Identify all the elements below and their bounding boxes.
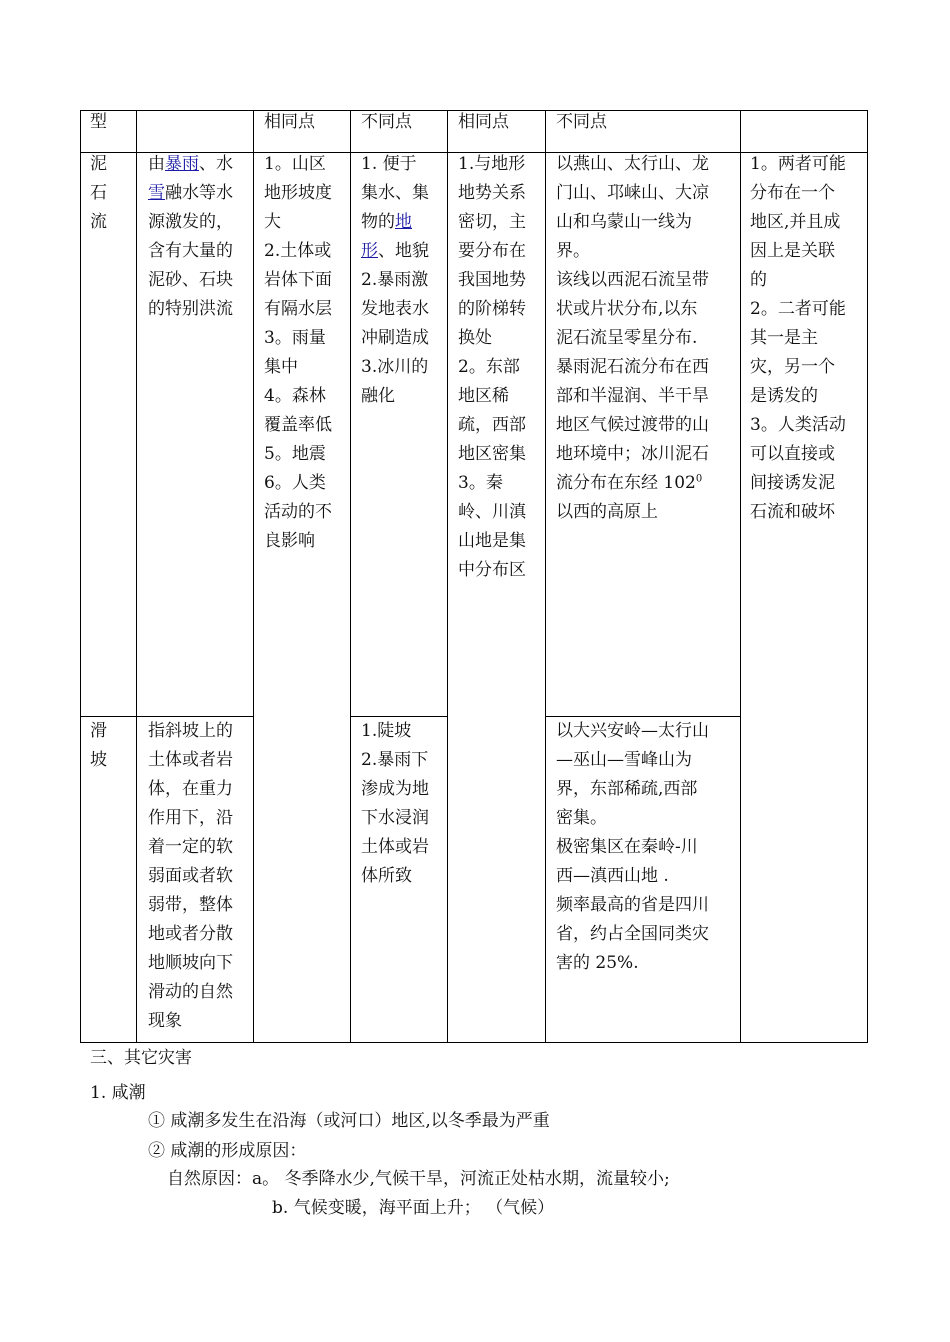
header-common-causes: 相同点 bbox=[264, 112, 315, 132]
common-distribution-list: 1.与地形 地势关系 密切，主 要分布在 我国地势 的阶梯转 换处 2。东部 地区稀 疏，西部 地区密集 3。秦 岭、川滇 山地是集 中分布区 bbox=[458, 154, 526, 580]
col-border-7 bbox=[867, 110, 868, 1043]
col-border-5 bbox=[545, 110, 546, 1043]
debris-flow-diff-distribution: 以燕山、太行山、龙 门山、邛崃山、大凉 山和乌蒙山一线为 界。 该线以西泥石流呈带 状或片状分布,以东 泥石流呈零星分布. 暴雨泥石流分布在西 部和半湿润、半干旱 地区气候过渡带的山 地环境中；冰川泥石 流分布在东经 $102^0$ 以西的高原上 bbox=[556, 154, 709, 522]
landslide-diff-distribution: 以大兴安岭—太行山 —巫山—雪峰山为 界，东部稀疏,西部 密集。 极密集区在秦岭-川 西—滇西山地 . 频率最高的省是四川 省，约占全国同类灾 害的 25%. bbox=[556, 721, 709, 973]
col-border-6 bbox=[740, 110, 741, 1043]
natural-cause-a: 自然原因：a。 冬季降水少,气候干旱，河流正处枯水期，流量较小; bbox=[167, 1169, 670, 1189]
landslide-diff-causes: 1.陡坡 2.暴雨下 渗成为地 下水浸润 土体或岩 体所致 bbox=[361, 721, 429, 886]
debris-flow-type: 泥 石 流 bbox=[90, 154, 107, 232]
landslide-definition: 指斜坡上的 土体或者岩 体，在重力 作用下，沿 着一定的软 弱面或者软 弱带，整体 地或者分散 地顺坡向下 滑动的自然 现象 bbox=[148, 721, 233, 1031]
col-border-0 bbox=[80, 110, 81, 1043]
terrain-link-part2[interactable]: 形 bbox=[361, 241, 378, 261]
col-border-3 bbox=[350, 110, 351, 1043]
salt-tide-point-2: ② 咸潮的形成原因： bbox=[148, 1141, 307, 1161]
debris-flow-definition: 由暴雨、水 雪融水等水 源激发的， 含有大量的 泥砂、石块 的特别洪流 bbox=[148, 154, 233, 319]
landslide-type: 滑 坡 bbox=[90, 721, 107, 770]
terrain-link-part1[interactable]: 地 bbox=[395, 212, 412, 232]
header-common-distribution: 相同点 bbox=[458, 112, 509, 132]
header-diff-causes: 不同点 bbox=[361, 112, 412, 132]
col-border-4 bbox=[447, 110, 448, 1043]
col-border-1 bbox=[136, 110, 137, 1043]
col-border-2 bbox=[253, 110, 254, 1043]
header-diff-distribution: 不同点 bbox=[556, 112, 607, 132]
rainstorm-link[interactable]: 暴雨 bbox=[165, 154, 199, 174]
snow-link[interactable]: 雪 bbox=[148, 183, 165, 203]
item-1-title: 1. 咸潮 bbox=[90, 1083, 146, 1103]
debris-flow-diff-causes: 1. 便于 集水、集 物的地 形、地貌 2.暴雨激 发地表水 冲刷造成 3.冰川的 融化 bbox=[361, 154, 429, 406]
natural-cause-b: b. 气候变暖，海平面上升； （气候） bbox=[272, 1198, 555, 1218]
section-heading: 三、其它灾害 bbox=[90, 1048, 192, 1068]
table-bottom-border bbox=[80, 1042, 868, 1043]
header-type: 型 bbox=[90, 112, 107, 132]
relation-list: 1。两者可能 分布在一个 地区,并且成 因上是关联 的 2。二者可能 其一是主 灾，另一个 是诱发的 3。人类活动 可以直接或 间接诱发泥 石流和破坏 bbox=[750, 154, 846, 522]
salt-tide-point-1: ① 咸潮多发生在沿海（或河口）地区,以冬季最为严重 bbox=[148, 1111, 550, 1131]
degree-superscript: 0 bbox=[695, 473, 703, 485]
common-causes-list: 1。山区 地形坡度 大 2.土体或 岩体下面 有隔水层 3。雨量 集中 4。森林 覆盖率低 5。地震 6。人类 活动的不 良影响 bbox=[264, 154, 332, 551]
